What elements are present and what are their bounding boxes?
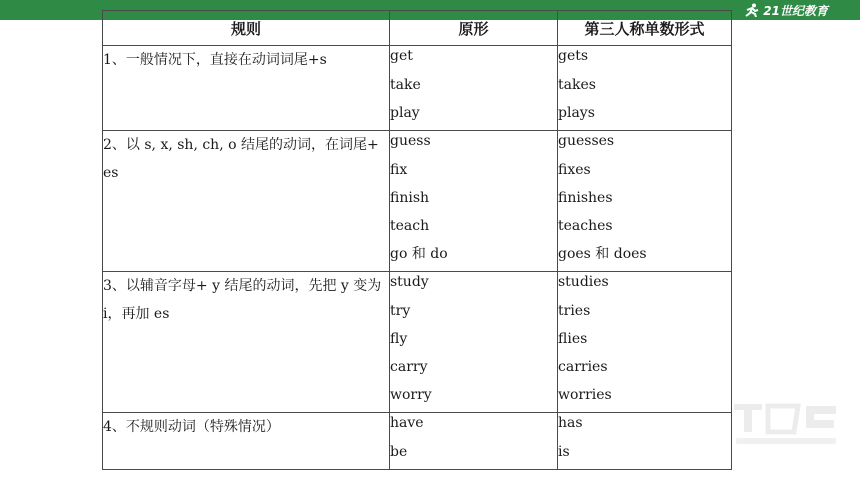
base-form-word: study: [390, 274, 429, 290]
base-form-word: go 和 do: [390, 246, 448, 262]
third-person-word: flies: [558, 331, 588, 347]
base-form-word: be: [390, 444, 408, 460]
base-form-word: have: [390, 415, 424, 431]
table-row: [103, 272, 732, 413]
third-person-word: worries: [558, 387, 612, 403]
rule-cell: 1、一般情况下，直接在动词词尾+s: [103, 46, 390, 131]
base-form-word: carry: [390, 359, 428, 375]
logo-watermark: [728, 396, 848, 456]
table-row: [103, 46, 732, 131]
site-logo[interactable]: [744, 2, 828, 18]
rule-cell: 4、不规则动词（特殊情况）: [103, 413, 390, 470]
base-form-cell: [390, 413, 558, 470]
third-person-word: finishes: [558, 190, 613, 206]
third-person-cell: [558, 272, 732, 413]
runner-icon: [744, 3, 760, 17]
base-form-word: worry: [390, 387, 432, 403]
third-person-word: tries: [558, 303, 591, 319]
table-row: [103, 413, 732, 470]
third-person-word: takes: [558, 77, 596, 93]
watermark-logo-icon: [728, 396, 846, 448]
base-form-word: fly: [390, 331, 408, 347]
rule-cell: 2、以 s, x, sh, ch, o 结尾的动词，在词尾+ es: [103, 131, 390, 272]
base-form-word: finish: [390, 190, 430, 206]
third-person-cell: [558, 413, 732, 470]
base-form-word: try: [390, 303, 411, 319]
third-person-word: fixes: [558, 162, 591, 178]
third-person-word: is: [558, 444, 570, 460]
rule-cell: 3、以辅音字母+ y 结尾的动词，先把 y 变为 i，再加 es: [103, 272, 390, 413]
third-person-word: teaches: [558, 218, 613, 234]
base-form-cell: [390, 46, 558, 131]
rule-column-header: 规则: [103, 11, 390, 46]
base-form-word: guess: [390, 133, 431, 149]
third-person-word: goes 和 does: [558, 246, 647, 262]
third-person-word: guesses: [558, 133, 615, 149]
base-form-word: fix: [390, 162, 408, 178]
third-person-word: gets: [558, 48, 589, 64]
base-form-cell: [390, 272, 558, 413]
base-form-column-header: 原形: [390, 11, 558, 46]
third-person-word: studies: [558, 274, 609, 290]
third-person-cell: [558, 46, 732, 131]
base-form-word: take: [390, 77, 421, 93]
conjugation-table: [102, 10, 732, 470]
third-person-column-header: 第三人称单数形式: [558, 11, 732, 46]
base-form-word: play: [390, 105, 420, 121]
third-person-word: carries: [558, 359, 608, 375]
base-form-word: get: [390, 48, 413, 64]
table-row: [103, 131, 732, 272]
table-header-row: [103, 11, 732, 46]
third-person-cell: [558, 131, 732, 272]
base-form-cell: [390, 131, 558, 272]
base-form-word: teach: [390, 218, 430, 234]
logo-text: 21世纪教育: [763, 3, 828, 18]
third-person-word: has: [558, 415, 583, 431]
third-person-word: plays: [558, 105, 595, 121]
